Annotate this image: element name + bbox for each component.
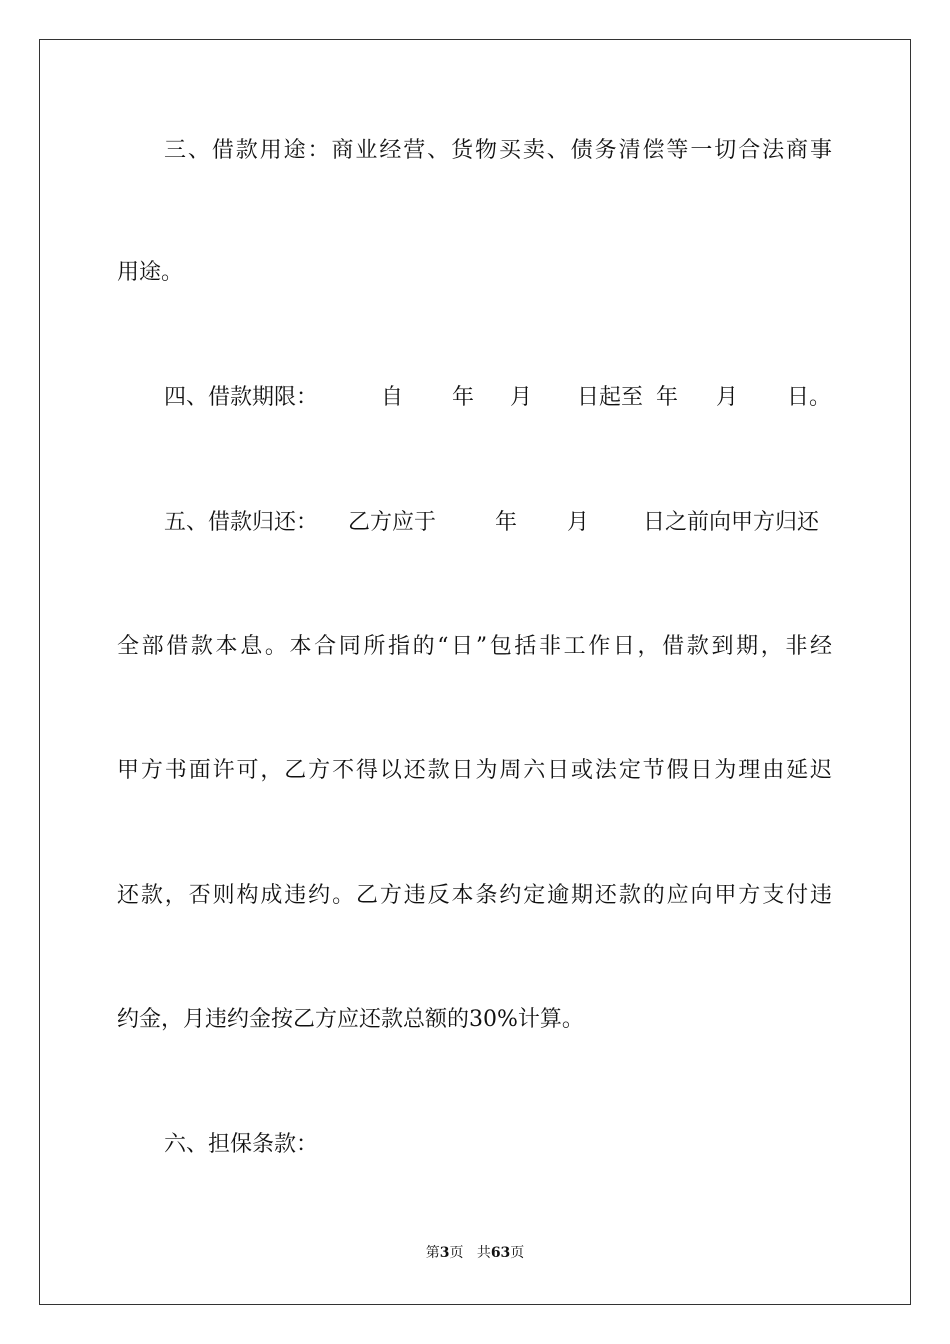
total-label-prefix: 共	[476, 1245, 491, 1261]
clause-4-from-word: 自	[381, 385, 404, 410]
clause-5-day-return: 日之前向甲方归还	[643, 510, 820, 535]
total-label-suffix: 页	[510, 1245, 525, 1261]
clause-4-day-until: 日起至	[577, 385, 644, 410]
clause-5-party-b-due: 乙方应于	[348, 510, 437, 535]
clause-5-month: 月	[567, 510, 590, 535]
page-label-suffix: 页	[449, 1245, 464, 1261]
clause-4-year-1: 年	[452, 385, 475, 410]
clause-4-year-2: 年	[656, 385, 679, 410]
clause-4-label: 四、借款期限：	[164, 385, 319, 410]
clause-5-line-4: 还款，否则构成违约。乙方违反本条约定逾期还款的应向甲方支付违	[117, 883, 832, 908]
total-pages: 63	[490, 1245, 511, 1261]
clause-5-line-3: 甲方书面许可，乙方不得以还款日为周六日或法定节假日为理由延迟	[117, 758, 832, 783]
clause-5-line-2: 全部借款本息。本合同所指的“日”包括非工作日，借款到期，非经	[117, 634, 832, 659]
clause-5-year: 年	[495, 510, 518, 535]
page-label-prefix: 第	[425, 1245, 440, 1261]
clause-4-month-1: 月	[510, 385, 533, 410]
clause-4-day-end: 日。	[787, 385, 832, 410]
page-footer	[0, 1243, 950, 1263]
clause-3-line-2: 用途。	[117, 260, 184, 285]
clause-3-line-1: 三、借款用途：商业经营、货物买卖、债务清偿等一切合法商事	[164, 138, 832, 163]
page-number: 3	[439, 1245, 450, 1261]
clause-5-line-5: 约金，月违约金按乙方应还款总额的30%计算。	[117, 1007, 584, 1032]
clause-5-label: 五、借款归还：	[164, 510, 319, 535]
clause-6-heading: 六、担保条款：	[164, 1132, 319, 1157]
page-frame	[39, 39, 911, 1305]
clause-4-month-2: 月	[716, 385, 739, 410]
